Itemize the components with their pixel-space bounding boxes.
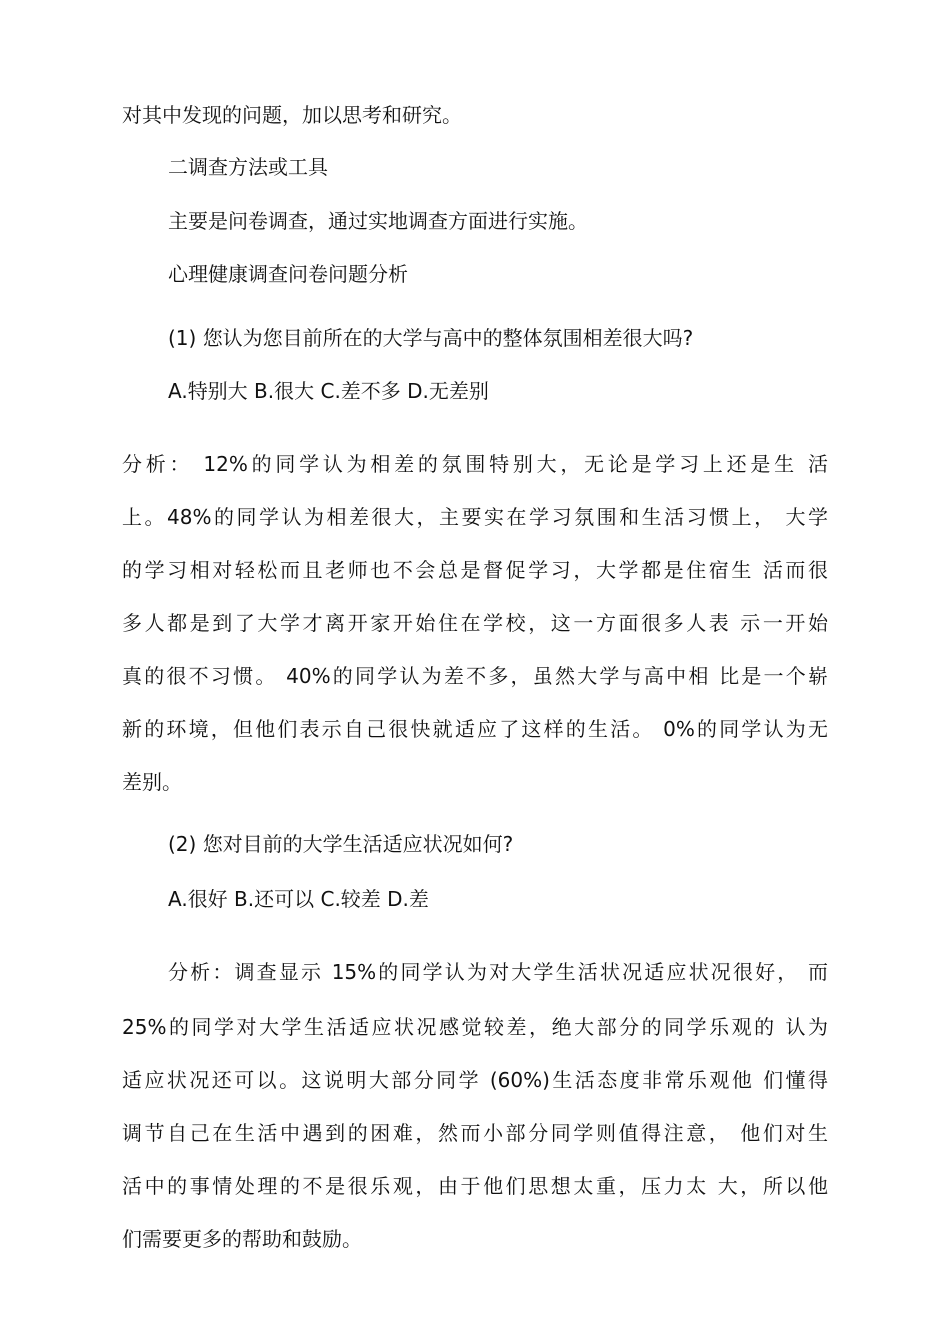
q1-analysis-line: 分析： 12%的同学认为相差的氛围特别大，无论是学习上还是生 活 xyxy=(122,452,828,476)
q1-analysis-line: 新的环境，但他们表示自己很快就适应了这样的生活。 0%的同学认为无 xyxy=(122,717,828,741)
section-heading: 二调查方法或工具 xyxy=(168,155,328,179)
q1-analysis-line: 差别。 xyxy=(122,770,182,794)
question-2: (2) 您对目前的大学生活适应状况如何? xyxy=(168,832,514,856)
method-paragraph: 主要是问卷调查，通过实地调查方面进行实施。 xyxy=(168,209,588,233)
q2-analysis-line: 适应状况还可以。这说明大部分同学 (60%)生活态度非常乐观他 们懂得 xyxy=(122,1068,828,1092)
q1-analysis-line: 真的很不习惯。 40%的同学认为差不多，虽然大学与高中相 比是一个崭 xyxy=(122,664,828,688)
intro-line: 对其中发现的问题，加以思考和研究。 xyxy=(122,103,462,127)
q2-analysis-line: 25%的同学对大学生活适应状况感觉较差，绝大部分的同学乐观的 认为 xyxy=(122,1015,828,1039)
section-subheading: 心理健康调查问卷问题分析 xyxy=(168,262,408,286)
question-1: (1) 您认为您目前所在的大学与高中的整体氛围相差很大吗? xyxy=(168,326,694,350)
q2-analysis-line: 活中的事情处理的不是很乐观，由于他们思想太重，压力太 大，所以他 xyxy=(122,1174,828,1198)
q1-analysis-line: 上。48%的同学认为相差很大，主要实在学习氛围和生活习惯上， 大学 xyxy=(122,505,828,529)
q2-analysis-line: 调节自己在生活中遇到的困难，然而小部分同学则值得注意， 他们对生 xyxy=(122,1121,828,1145)
q1-analysis-line: 多人都是到了大学才离开家开始住在学校，这一方面很多人表 示一开始 xyxy=(122,611,828,635)
q1-analysis-line: 的学习相对轻松而且老师也不会总是督促学习，大学都是住宿生 活而很 xyxy=(122,558,828,582)
q2-analysis-line: 分析：调查显示 15%的同学认为对大学生活状况适应状况很好， 而 xyxy=(168,960,828,984)
q2-analysis-line: 们需要更多的帮助和鼓励。 xyxy=(122,1227,362,1251)
question-1-options: A.特别大 B.很大 C.差不多 D.无差别 xyxy=(168,379,489,403)
question-2-options: A.很好 B.还可以 C.较差 D.差 xyxy=(168,887,429,911)
